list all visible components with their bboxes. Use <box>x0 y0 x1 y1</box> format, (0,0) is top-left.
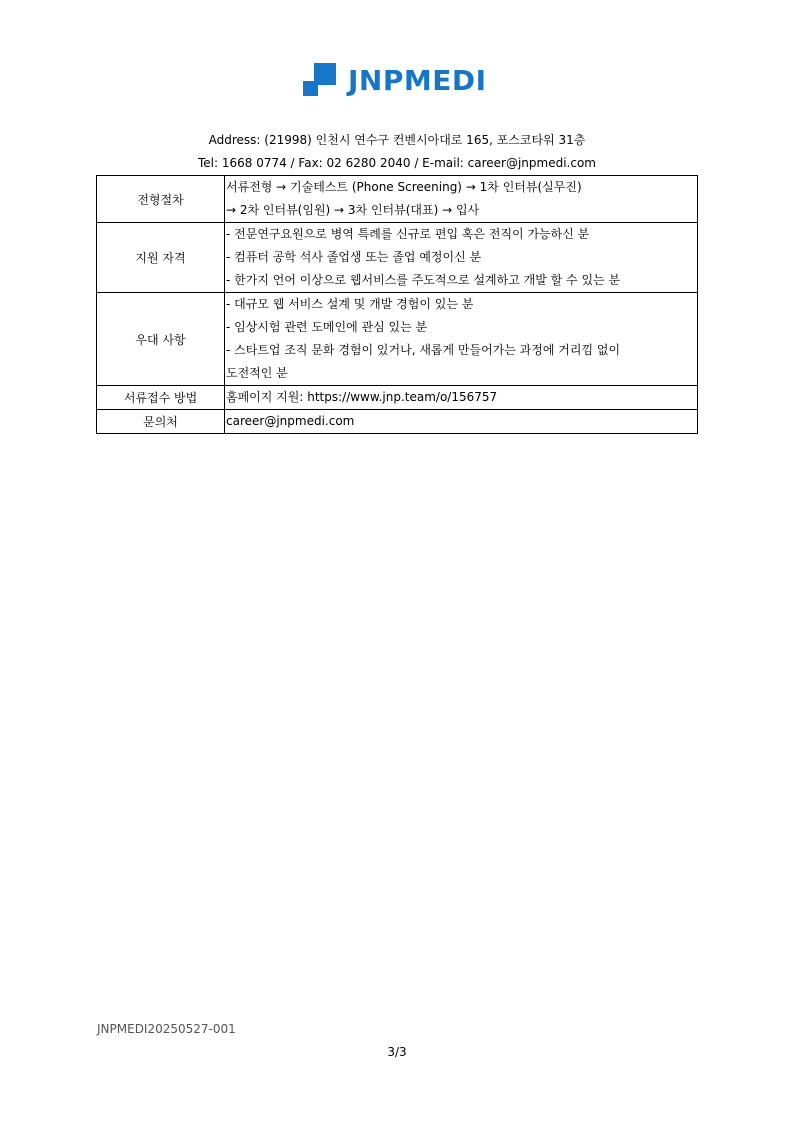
content-line: → 2차 인터뷰(임원) → 3차 인터뷰(대표) → 입사 <box>226 203 480 217</box>
table-row-application <box>97 386 698 410</box>
contact-line: Tel: 1668 0774 / Fax: 02 6280 2040 / E-mail: career@jnpmedi.com <box>197 156 596 170</box>
content-line: - 스타트업 조직 문화 경험이 있거나, 새롭게 만들어가는 과정에 거리낌 없이 <box>226 343 621 357</box>
logo-mark-icon <box>302 61 338 99</box>
recruitment-info-table <box>96 175 698 434</box>
row-content <box>225 386 698 410</box>
row-label: 문의처 <box>97 410 225 434</box>
table-row-process <box>97 176 698 223</box>
content-line: - 컴퓨터 공학 석사 졸업생 또는 졸업 예정이신 분 <box>226 250 482 264</box>
content-line: 도전적인 분 <box>226 366 288 380</box>
content-line: 서류전형 → 기술테스트 (Phone Screening) → 1차 인터뷰(실무진) <box>226 180 582 194</box>
inquiry-email-link[interactable]: career@jnpmedi.com <box>226 414 355 428</box>
document-id: JNPMEDI20250527-001 <box>97 1022 236 1036</box>
content-line: - 전문연구요원으로 병역 특례를 신규로 편입 혹은 전직이 가능하신 분 <box>226 227 590 241</box>
row-label: 지원 자격 <box>97 223 225 293</box>
row-label: 우대 사항 <box>97 293 225 386</box>
application-link[interactable]: 홈페이지 지원: https://www.jnp.team/o/156757 <box>226 390 498 404</box>
content-line: - 한가지 언어 이상으로 웹서비스를 주도적으로 설계하고 개발 할 수 있는 분 <box>226 273 621 287</box>
content-line: - 임상시험 관련 도메인에 관심 있는 분 <box>226 320 428 334</box>
table-row-inquiry <box>97 410 698 434</box>
content-line: - 대규모 웹 서비스 설계 및 개발 경험이 있는 분 <box>226 297 474 311</box>
company-logo <box>302 60 487 100</box>
logo-text: JNPMEDI <box>348 63 487 97</box>
table-row-qualifications <box>97 223 698 293</box>
address-line: Address: (21998) 인천시 연수구 컨벤시아대로 165, 포스코타워 31층 <box>208 133 586 147</box>
table-row-preferred <box>97 293 698 386</box>
row-content <box>225 410 698 434</box>
page-number: 3/3 <box>387 1045 407 1059</box>
row-content <box>225 223 698 293</box>
row-content <box>225 293 698 386</box>
row-label: 서류접수 방법 <box>97 386 225 410</box>
row-label: 전형절차 <box>97 176 225 223</box>
row-content <box>225 176 698 223</box>
